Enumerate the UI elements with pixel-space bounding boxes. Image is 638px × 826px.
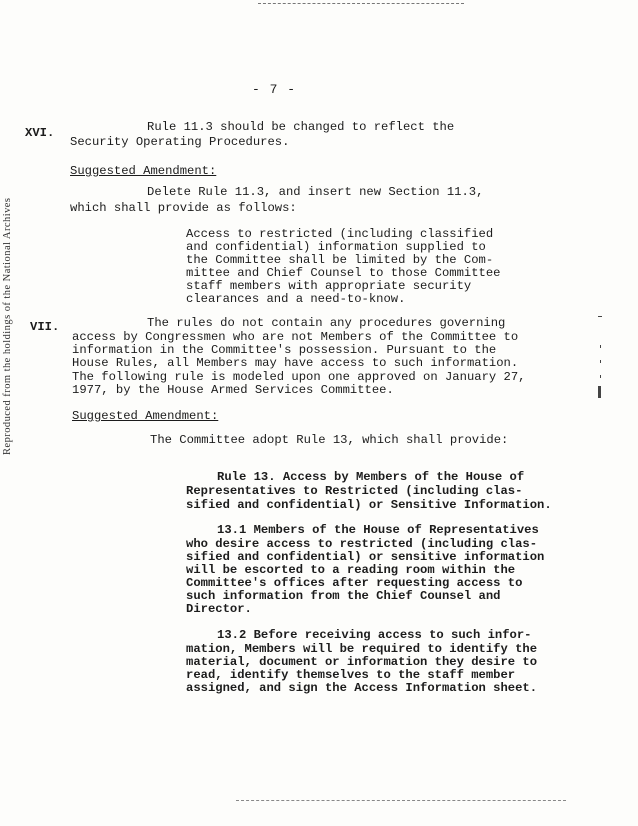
- quoted-rule-line: Access to restricted (including classified: [186, 227, 494, 241]
- quoted-rule-line: staff members with appropriate security: [186, 279, 472, 293]
- paragraph-line: Delete Rule 11.3, and insert new Section 11.3,: [147, 185, 484, 199]
- section-numeral-xvi: XVI.: [25, 126, 55, 140]
- rule-13-2-line: assigned, and sign the Access Information sheet.: [186, 681, 538, 695]
- margin-mark: [598, 316, 602, 317]
- paragraph-line: 1977, by the House Armed Services Committee.: [72, 383, 394, 397]
- rule-13-1-line: such information from the Chief Counsel and: [186, 589, 501, 603]
- quoted-rule-line: mittee and Chief Counsel to those Committee: [186, 266, 501, 280]
- rule-13-1-line: Director.: [186, 602, 252, 616]
- margin-mark: [598, 386, 601, 398]
- suggested-amendment-heading: Suggested Amendment:: [70, 164, 217, 178]
- rule-13-2-line: read, identify themselves to the staff member: [186, 668, 516, 682]
- rule-13-1-line: who desire access to restricted (including clas-: [186, 537, 538, 551]
- rule-13-2-line: 13.2 Before receiving access to such infor-: [217, 628, 532, 642]
- paragraph-line: House Rules, all Members may have access to such information.: [72, 356, 519, 370]
- rule-13-1-line: sified and confidential) or sensitive information: [186, 550, 545, 564]
- paragraph-line: The following rule is modeled upon one approved on January 27,: [72, 370, 526, 384]
- margin-mark: [600, 360, 601, 363]
- rule-13-1-line: Committee's offices after requesting access to: [186, 576, 523, 590]
- paragraph-line: The Committee adopt Rule 13, which shall provide:: [150, 433, 509, 447]
- rule-13-2-line: mation, Members will be required to identify the: [186, 642, 538, 656]
- margin-mark: [600, 345, 601, 348]
- suggested-amendment-heading: Suggested Amendment:: [72, 409, 219, 423]
- quoted-rule-line: clearances and a need-to-know.: [186, 292, 406, 306]
- archives-side-note: Reproduced from the holdings of the National Archives: [2, 197, 13, 455]
- quoted-rule-line: and confidential) information supplied to: [186, 240, 486, 254]
- rule-13-1-line: will be escorted to a reading room within the: [186, 563, 516, 577]
- rule-13-2-line: material, document or information they desire to: [186, 655, 538, 669]
- paragraph-line: Rule 11.3 should be changed to reflect the: [147, 120, 455, 134]
- paragraph-line: which shall provide as follows:: [70, 201, 297, 215]
- scan-artifact-top: [258, 0, 464, 4]
- rule-13-line: sified and confidential) or Sensitive Information.: [186, 498, 552, 512]
- paragraph-line: Security Operating Procedures.: [70, 135, 290, 149]
- rule-13-1-line: 13.1 Members of the House of Representatives: [217, 523, 539, 537]
- paragraph-line: The rules do not contain any procedures governing: [147, 316, 506, 330]
- margin-mark: [600, 375, 601, 378]
- rule-13-line: Representatives to Restricted (including clas-: [186, 484, 523, 498]
- paragraph-line: access by Congressmen who are not Members of the Committee to: [72, 330, 519, 344]
- paragraph-line: information in the Committee's possession. Pursuant to the: [72, 343, 497, 357]
- page-number: - 7 -: [252, 82, 297, 97]
- section-numeral-xvii: VII.: [30, 320, 60, 334]
- quoted-rule-line: the Committee shall be limited by the Com-: [186, 253, 494, 267]
- rule-13-line: Rule 13. Access by Members of the House of: [217, 470, 525, 484]
- scan-artifact-bottom: [236, 800, 566, 803]
